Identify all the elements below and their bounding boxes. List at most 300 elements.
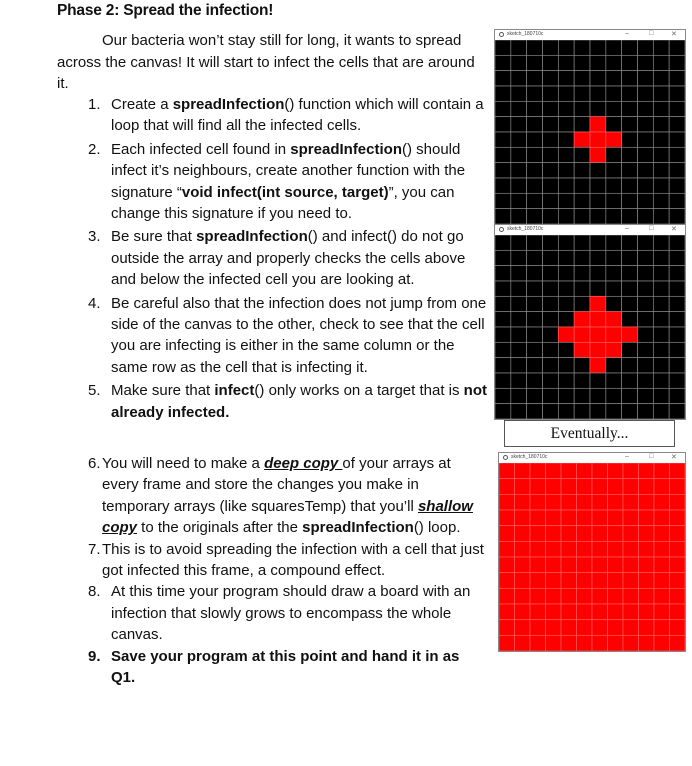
- maximize-icon[interactable]: □: [649, 453, 654, 460]
- healthy-cell: [543, 71, 559, 86]
- infected-cell: [530, 588, 546, 604]
- infected-cell: [546, 604, 562, 620]
- healthy-cell: [653, 55, 669, 70]
- healthy-cell: [669, 40, 685, 55]
- infected-cell: [577, 588, 593, 604]
- healthy-cell: [669, 281, 685, 296]
- list-text: of your arrays at every frame and store the changes you make in temporary arrays (like squaresTemp) that you’ll: [102, 455, 451, 515]
- infected-cell: [623, 479, 639, 495]
- healthy-cell: [495, 86, 511, 101]
- healthy-cell: [606, 266, 622, 281]
- infected-cell: [592, 526, 608, 542]
- close-icon[interactable]: ✕: [671, 31, 677, 38]
- healthy-cell: [558, 147, 574, 162]
- healthy-cell: [638, 117, 654, 132]
- healthy-cell: [606, 163, 622, 178]
- cell-grid: [499, 463, 685, 651]
- healthy-cell: [606, 178, 622, 193]
- infected-cell: [654, 620, 670, 636]
- infected-cell: [577, 573, 593, 589]
- list-item: [57, 94, 487, 137]
- healthy-cell: [669, 312, 685, 327]
- healthy-cell: [574, 86, 590, 101]
- healthy-cell: [653, 296, 669, 311]
- healthy-cell: [527, 209, 543, 224]
- infected-cell: [623, 510, 639, 526]
- infected-cell: [608, 510, 624, 526]
- sketch-window-spreading: [494, 224, 686, 420]
- healthy-cell: [669, 358, 685, 373]
- healthy-cell: [638, 178, 654, 193]
- list-emphasis: void infect(int source, target): [181, 183, 389, 201]
- healthy-cell: [622, 86, 638, 101]
- healthy-cell: [590, 209, 606, 224]
- healthy-cell: [511, 132, 527, 147]
- healthy-cell: [511, 117, 527, 132]
- healthy-cell: [511, 342, 527, 357]
- healthy-cell: [574, 71, 590, 86]
- healthy-cell: [527, 117, 543, 132]
- infected-cell: [623, 526, 639, 542]
- healthy-cell: [527, 71, 543, 86]
- list-text: () and infect() do not go outside the array and properly checks the cells above and below the infected cell you are looking at.: [111, 228, 466, 289]
- infected-cell: [499, 573, 515, 589]
- infected-cell: [574, 312, 590, 327]
- healthy-cell: [606, 358, 622, 373]
- healthy-cell: [669, 342, 685, 357]
- infected-cell: [670, 573, 686, 589]
- healthy-cell: [511, 281, 527, 296]
- infected-cell: [654, 573, 670, 589]
- infected-cell: [639, 541, 655, 557]
- healthy-cell: [527, 266, 543, 281]
- infected-cell: [561, 573, 577, 589]
- infected-cell: [515, 526, 531, 542]
- healthy-cell: [527, 281, 543, 296]
- infected-cell: [574, 342, 590, 357]
- healthy-cell: [638, 327, 654, 342]
- healthy-cell: [653, 358, 669, 373]
- minimize-icon[interactable]: –: [625, 30, 629, 37]
- infected-cell: [577, 557, 593, 573]
- healthy-cell: [622, 132, 638, 147]
- healthy-cell: [543, 117, 559, 132]
- list-number: 6.: [88, 455, 101, 472]
- healthy-cell: [653, 312, 669, 327]
- healthy-cell: [638, 266, 654, 281]
- instructions-list-1: [57, 94, 487, 425]
- infected-cell: [561, 479, 577, 495]
- infected-cell: [670, 526, 686, 542]
- list-text: () should infect it’s neighbours, create another function with the signature “: [111, 140, 466, 201]
- healthy-cell: [574, 178, 590, 193]
- list-text: At this time your program should draw a board with an infection that slowly grows to encompass the whole canvas.: [111, 583, 471, 644]
- healthy-cell: [653, 178, 669, 193]
- infected-cell: [608, 573, 624, 589]
- infected-cell: [561, 557, 577, 573]
- infected-cell: [608, 494, 624, 510]
- infected-cell: [574, 327, 590, 342]
- healthy-cell: [543, 147, 559, 162]
- healthy-cell: [527, 388, 543, 403]
- healthy-cell: [590, 86, 606, 101]
- healthy-cell: [622, 178, 638, 193]
- healthy-cell: [543, 101, 559, 116]
- healthy-cell: [653, 327, 669, 342]
- infected-cell: [654, 557, 670, 573]
- healthy-cell: [495, 266, 511, 281]
- healthy-cell: [574, 101, 590, 116]
- window-titlebar: [495, 30, 685, 40]
- healthy-cell: [653, 132, 669, 147]
- healthy-cell: [606, 209, 622, 224]
- healthy-cell: [543, 296, 559, 311]
- infected-cell: [670, 620, 686, 636]
- infected-cell: [608, 588, 624, 604]
- app-icon: [499, 227, 504, 232]
- healthy-cell: [574, 296, 590, 311]
- healthy-cell: [653, 342, 669, 357]
- infected-cell: [546, 463, 562, 479]
- infected-cell: [654, 510, 670, 526]
- infected-cell: [623, 604, 639, 620]
- infected-cell: [608, 463, 624, 479]
- healthy-cell: [543, 178, 559, 193]
- list-number: 9.: [88, 647, 101, 665]
- infected-cell: [546, 620, 562, 636]
- healthy-cell: [558, 132, 574, 147]
- infected-cell: [530, 573, 546, 589]
- healthy-cell: [653, 117, 669, 132]
- infected-cell: [515, 635, 531, 651]
- healthy-cell: [574, 358, 590, 373]
- healthy-cell: [574, 40, 590, 55]
- healthy-cell: [543, 40, 559, 55]
- healthy-cell: [543, 404, 559, 419]
- infected-cell: [561, 620, 577, 636]
- infected-cell: [590, 132, 606, 147]
- infected-cell: [499, 463, 515, 479]
- minimize-icon[interactable]: –: [625, 453, 629, 460]
- infected-cell: [577, 479, 593, 495]
- infected-cell: [561, 526, 577, 542]
- healthy-cell: [653, 101, 669, 116]
- healthy-cell: [511, 163, 527, 178]
- healthy-cell: [495, 250, 511, 265]
- healthy-cell: [574, 250, 590, 265]
- infected-cell: [639, 588, 655, 604]
- infected-cell: [592, 573, 608, 589]
- infected-cell: [515, 557, 531, 573]
- list-text: to the originals after the: [137, 519, 303, 537]
- infected-cell: [623, 494, 639, 510]
- infected-cell: [546, 635, 562, 651]
- healthy-cell: [495, 178, 511, 193]
- healthy-cell: [669, 404, 685, 419]
- infected-cell: [577, 541, 593, 557]
- list-emphasis: deep copy: [264, 455, 343, 472]
- healthy-cell: [495, 358, 511, 373]
- healthy-cell: [669, 117, 685, 132]
- healthy-cell: [590, 250, 606, 265]
- close-icon[interactable]: ✕: [671, 226, 677, 233]
- infected-cell: [654, 494, 670, 510]
- healthy-cell: [511, 266, 527, 281]
- healthy-cell: [511, 388, 527, 403]
- healthy-cell: [606, 71, 622, 86]
- healthy-cell: [653, 250, 669, 265]
- infected-cell: [592, 541, 608, 557]
- list-emphasis: infect: [214, 382, 255, 400]
- healthy-cell: [590, 281, 606, 296]
- healthy-cell: [622, 209, 638, 224]
- infected-cell: [606, 342, 622, 357]
- infected-cell: [561, 510, 577, 526]
- cell-grid: [495, 235, 685, 419]
- healthy-cell: [495, 327, 511, 342]
- healthy-cell: [574, 147, 590, 162]
- healthy-cell: [606, 296, 622, 311]
- infected-cell: [623, 588, 639, 604]
- healthy-cell: [653, 163, 669, 178]
- list-number: 2.: [88, 140, 101, 158]
- healthy-cell: [638, 358, 654, 373]
- healthy-cell: [653, 404, 669, 419]
- healthy-cell: [669, 55, 685, 70]
- healthy-cell: [669, 163, 685, 178]
- list-number: 8.: [88, 583, 101, 601]
- infected-cell: [515, 588, 531, 604]
- maximize-icon[interactable]: □: [649, 30, 654, 37]
- healthy-cell: [653, 71, 669, 86]
- infected-cell: [606, 312, 622, 327]
- list-emphasis: spreadInfection: [302, 519, 414, 537]
- infected-cell: [670, 494, 686, 510]
- list-emphasis: spreadInfection: [290, 140, 402, 158]
- healthy-cell: [495, 312, 511, 327]
- infected-cell: [515, 604, 531, 620]
- infected-cell: [608, 620, 624, 636]
- healthy-cell: [574, 163, 590, 178]
- infected-cell: [546, 541, 562, 557]
- infected-cell: [622, 327, 638, 342]
- healthy-cell: [622, 101, 638, 116]
- healthy-cell: [669, 209, 685, 224]
- healthy-cell: [574, 117, 590, 132]
- infected-cell: [639, 604, 655, 620]
- list-text: This is to avoid spreading the infection with a cell that just got infected this frame, a compound effect.: [102, 540, 484, 580]
- healthy-cell: [622, 250, 638, 265]
- infected-cell: [577, 463, 593, 479]
- healthy-cell: [511, 404, 527, 419]
- healthy-cell: [622, 193, 638, 208]
- infected-cell: [670, 510, 686, 526]
- infected-cell: [499, 494, 515, 510]
- infected-cell: [499, 541, 515, 557]
- infected-cell: [499, 479, 515, 495]
- healthy-cell: [622, 71, 638, 86]
- list-text: () loop.: [413, 519, 461, 537]
- healthy-cell: [653, 193, 669, 208]
- healthy-cell: [669, 327, 685, 342]
- list-item: [57, 293, 487, 379]
- healthy-cell: [495, 209, 511, 224]
- healthy-cell: [511, 86, 527, 101]
- maximize-icon[interactable]: □: [649, 225, 654, 232]
- infected-cell: [606, 327, 622, 342]
- list-item: [57, 539, 487, 582]
- healthy-cell: [669, 250, 685, 265]
- healthy-cell: [590, 55, 606, 70]
- infected-cell: [639, 479, 655, 495]
- list-text: Each infected cell found in: [111, 140, 291, 158]
- healthy-cell: [653, 388, 669, 403]
- healthy-cell: [669, 266, 685, 281]
- infected-cell: [546, 557, 562, 573]
- infected-cell: [499, 526, 515, 542]
- healthy-cell: [638, 40, 654, 55]
- infected-cell: [577, 494, 593, 510]
- healthy-cell: [495, 132, 511, 147]
- infected-cell: [546, 588, 562, 604]
- healthy-cell: [653, 40, 669, 55]
- healthy-cell: [558, 55, 574, 70]
- healthy-cell: [653, 373, 669, 388]
- healthy-cell: [590, 388, 606, 403]
- healthy-cell: [590, 71, 606, 86]
- infected-cell: [592, 557, 608, 573]
- infected-cell: [515, 479, 531, 495]
- healthy-cell: [558, 40, 574, 55]
- window-title: sketch_180710c: [507, 226, 544, 232]
- healthy-cell: [638, 342, 654, 357]
- infected-cell: [590, 117, 606, 132]
- healthy-cell: [527, 147, 543, 162]
- healthy-cell: [590, 178, 606, 193]
- minimize-icon[interactable]: –: [625, 225, 629, 232]
- close-icon[interactable]: ✕: [671, 454, 677, 461]
- infected-cell: [515, 541, 531, 557]
- healthy-cell: [511, 147, 527, 162]
- infected-cell: [608, 635, 624, 651]
- healthy-cell: [574, 281, 590, 296]
- healthy-cell: [638, 373, 654, 388]
- healthy-cell: [622, 55, 638, 70]
- list-item: [57, 453, 487, 539]
- healthy-cell: [638, 250, 654, 265]
- healthy-cell: [558, 296, 574, 311]
- healthy-cell: [606, 55, 622, 70]
- healthy-cell: [527, 250, 543, 265]
- healthy-cell: [638, 281, 654, 296]
- infected-cell: [592, 510, 608, 526]
- infected-cell: [654, 479, 670, 495]
- infected-cell: [608, 526, 624, 542]
- infected-cell: [530, 526, 546, 542]
- healthy-cell: [495, 101, 511, 116]
- healthy-cell: [495, 193, 511, 208]
- list-item: [57, 139, 487, 225]
- list-emphasis: spreadInfection: [196, 228, 308, 246]
- healthy-cell: [495, 342, 511, 357]
- list-emphasis: spreadInfection: [172, 96, 285, 113]
- healthy-cell: [622, 281, 638, 296]
- healthy-cell: [527, 193, 543, 208]
- infected-cell: [623, 463, 639, 479]
- infected-cell: [577, 510, 593, 526]
- healthy-cell: [606, 193, 622, 208]
- healthy-cell: [638, 55, 654, 70]
- healthy-cell: [669, 147, 685, 162]
- infected-cell: [530, 510, 546, 526]
- healthy-cell: [527, 296, 543, 311]
- healthy-cell: [653, 266, 669, 281]
- healthy-cell: [558, 266, 574, 281]
- healthy-cell: [669, 388, 685, 403]
- infected-cell: [670, 463, 686, 479]
- infected-cell: [639, 573, 655, 589]
- healthy-cell: [574, 193, 590, 208]
- infected-cell: [654, 604, 670, 620]
- list-item: [57, 226, 487, 290]
- healthy-cell: [558, 250, 574, 265]
- healthy-cell: [574, 373, 590, 388]
- healthy-cell: [574, 266, 590, 281]
- healthy-cell: [669, 373, 685, 388]
- list-number: 4.: [88, 294, 101, 312]
- healthy-cell: [495, 296, 511, 311]
- healthy-cell: [590, 40, 606, 55]
- infected-cell: [530, 463, 546, 479]
- healthy-cell: [638, 235, 654, 250]
- healthy-cell: [495, 117, 511, 132]
- healthy-cell: [638, 163, 654, 178]
- eventually-caption: Eventually...: [504, 420, 675, 447]
- infected-cell: [546, 526, 562, 542]
- healthy-cell: [543, 373, 559, 388]
- healthy-cell: [495, 235, 511, 250]
- list-emphasis: shallow copy: [102, 497, 473, 537]
- list-text: Make sure that: [111, 382, 215, 400]
- infected-cell: [639, 557, 655, 573]
- healthy-cell: [543, 281, 559, 296]
- infected-cell: [654, 463, 670, 479]
- healthy-cell: [606, 235, 622, 250]
- app-icon: [503, 455, 508, 460]
- healthy-cell: [669, 101, 685, 116]
- healthy-cell: [622, 266, 638, 281]
- healthy-cell: [638, 312, 654, 327]
- infected-cell: [608, 479, 624, 495]
- list-item: [57, 380, 487, 423]
- infected-cell: [577, 526, 593, 542]
- sketch-window-fully-infected: [498, 452, 686, 652]
- list-emphasis: Save your program at this point and hand it in as Q1.: [111, 647, 460, 687]
- infected-cell: [590, 327, 606, 342]
- healthy-cell: [653, 235, 669, 250]
- healthy-cell: [574, 209, 590, 224]
- infected-cell: [592, 635, 608, 651]
- infected-cell: [670, 479, 686, 495]
- infected-cell: [515, 510, 531, 526]
- infected-cell: [623, 620, 639, 636]
- healthy-cell: [511, 209, 527, 224]
- healthy-cell: [495, 373, 511, 388]
- infected-cell: [670, 541, 686, 557]
- list-text: Be careful also that the infection does not jump from one side of the canvas to the other, check to see that the cell you are infecting is either in the same column or the same row as the cell that is infecting it.: [111, 294, 487, 376]
- healthy-cell: [669, 235, 685, 250]
- healthy-cell: [527, 358, 543, 373]
